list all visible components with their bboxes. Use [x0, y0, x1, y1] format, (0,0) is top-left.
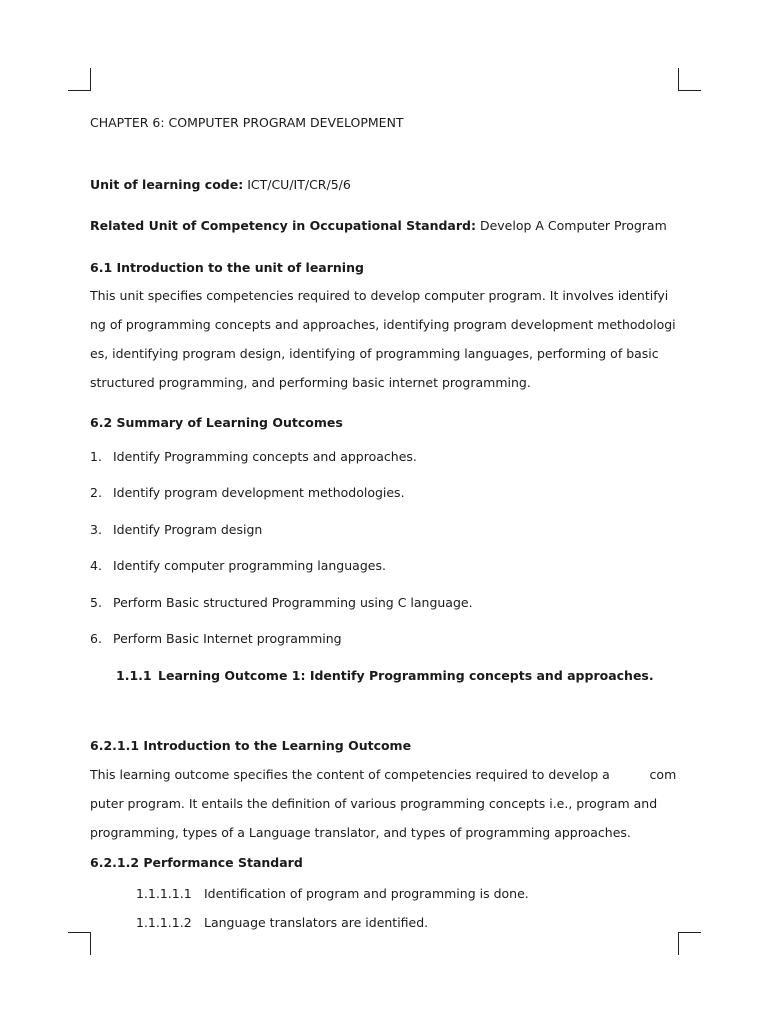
list-item-number: 2.	[90, 485, 102, 500]
related-unit-value: Develop A Computer Program	[475, 218, 667, 233]
list-item-number: 1.1.1.1.2	[136, 915, 192, 930]
list-item-number: 5.	[90, 595, 102, 610]
list-item	[136, 886, 529, 902]
performance-standard-heading: 6.2.1.2 Performance Standard	[90, 855, 303, 870]
list-item-text: Identify Programming concepts and approaches.	[113, 449, 417, 464]
intro-line: This unit specifies competencies required to develop computer program. It involves identifyi	[90, 288, 669, 303]
intro-line: ng of programming concepts and approaches, identifying program development methodologi	[90, 317, 676, 332]
learning-outcome-title: Learning Outcome 1: Identify Programming concepts and approaches.	[158, 668, 654, 683]
lo-intro-line: puter program. It entails the definition of various programming concepts i.e., program and	[90, 796, 658, 811]
list-item-text: Perform Basic structured Programming using C language.	[113, 595, 473, 610]
list-item-text: Identification of program and programming is done.	[204, 886, 529, 901]
lo-intro-heading: 6.2.1.1 Introduction to the Learning Outcome	[90, 738, 412, 753]
list-item-text: Identify program development methodologies.	[113, 485, 405, 500]
summary-heading: 6.2 Summary of Learning Outcomes	[90, 415, 343, 430]
list-item-number: 1.	[90, 449, 102, 464]
list-item-text: Identify computer programming languages.	[113, 558, 386, 573]
list-item-number: 4.	[90, 558, 102, 573]
lo-intro-line: programming, types of a Language translator, and types of programming approaches.	[90, 825, 631, 840]
list-item-number: 6.	[90, 631, 102, 646]
intro-line: structured programming, and performing basic internet programming.	[90, 375, 531, 390]
list-item-number: 1.1.1.1.1	[136, 886, 192, 901]
crop-mark-top-right	[678, 68, 701, 91]
list-item-number: 3.	[90, 522, 102, 537]
intro-heading: 6.1 Introduction to the unit of learning	[90, 260, 364, 275]
unit-code-line	[90, 177, 351, 193]
learning-outcome-number: 1.1.1	[116, 668, 152, 683]
intro-line: es, identifying program design, identifying of programming languages, performing of basic	[90, 346, 659, 361]
learning-outcome-heading	[116, 668, 654, 684]
chapter-title: CHAPTER 6: COMPUTER PROGRAM DEVELOPMENT	[90, 115, 404, 130]
list-item-text: Perform Basic Internet programming	[113, 631, 342, 646]
unit-code-label: Unit of learning code:	[90, 177, 244, 192]
crop-mark-bottom-right	[678, 932, 701, 955]
crop-mark-top-left	[68, 68, 91, 91]
list-item-text: Identify Program design	[113, 522, 263, 537]
related-unit-line	[90, 218, 667, 234]
related-unit-label: Related Unit of Competency in Occupational Standard:	[90, 218, 476, 233]
list-item	[136, 915, 429, 931]
lo-intro-line: This learning outcome specifies the content of competencies required to develop a com	[90, 767, 677, 782]
crop-mark-bottom-left	[68, 932, 91, 955]
list-item-text: Language translators are identified.	[204, 915, 429, 930]
unit-code-value: ICT/CU/IT/CR/5/6	[243, 177, 351, 192]
